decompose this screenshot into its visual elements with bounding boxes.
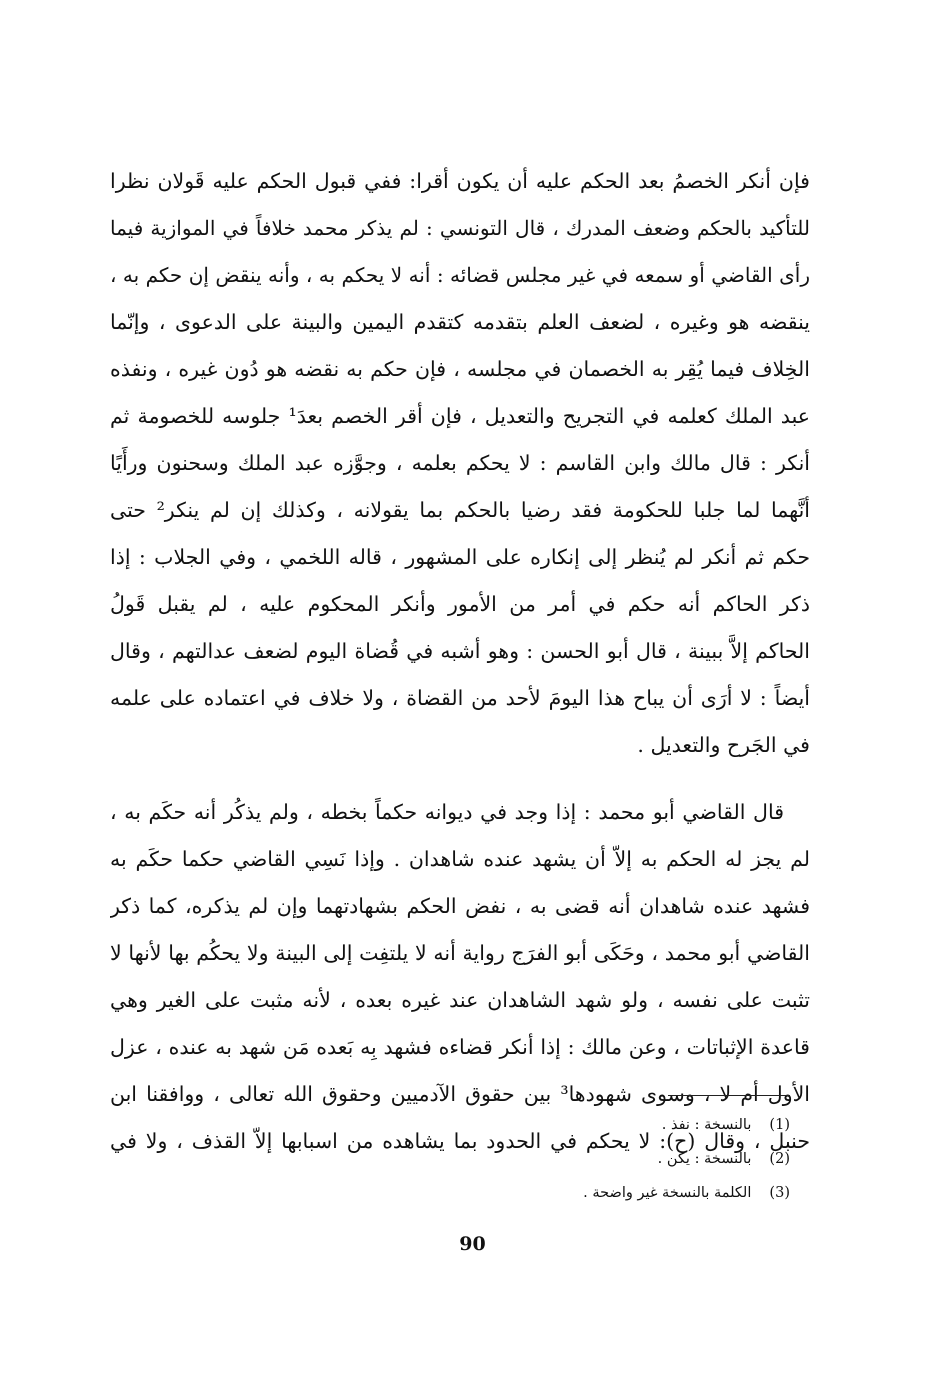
text-line: فإن أنكر الخصمُ بعد الحكم عليه أن يكون أقرا: ففي قبول الحكم عليه قَولان نظرا xyxy=(110,169,810,193)
footnote-separator xyxy=(668,1095,790,1096)
text-line: قاعدة الإثباتات ، وعن مالك : إذا أنكر قضاءه فشهد بِه بَعده مَن شهد به عنده ، عزل xyxy=(110,1035,810,1059)
text-line: القاضي أبو محمد ، وحَكَى أبو الفرَج رواية أنه لا يلتفِت إلى البينة ولا يحكُم بها لأنها لا xyxy=(110,941,810,965)
text-line: الأول أم لا ، وسوى شهودها³ بين حقوق الآدميين وحقوق الله تعالى ، ووافقنا ابن xyxy=(110,1082,810,1106)
footnote-item xyxy=(370,1142,790,1176)
footnote-item xyxy=(370,1176,790,1210)
paragraph-1 xyxy=(110,158,810,769)
text-line: ينقضه هو وغيره ، لضعف العلم بتقدمه كتقدم اليمين والبينة على الدعوى ، وإنّما xyxy=(110,310,810,334)
footnote-number: (1) xyxy=(769,1117,790,1133)
footnote-text: بالنسخة : يكن . xyxy=(657,1151,752,1167)
text-line: الخِلاف فيما يُقِر به الخصمان في مجلسه ، فإن حكم به نقضه هو دُون غيره ، ونفذه xyxy=(110,357,810,381)
text-line: تثبت على نفسه ، ولو شهد الشاهدان عند غيره بعده ، لأنه مثبت على الغير وهي xyxy=(110,988,810,1012)
text-line: للتأكيد بالحكم وضعف المدرك ، قال التونسي : لم يذكر محمد خلافاً في الموازية فيما xyxy=(110,216,810,240)
text-line: عبد الملك كعلمه في التجريح والتعديل ، فإن أقر الخصم بعدَ¹ جلوسه للخصومة ثم xyxy=(110,404,810,428)
text-line: قال القاضي أبو محمد : إذا وجد في ديوانه حكماً بخطه ، ولم يذكُر أنه حكَم به ، xyxy=(110,800,784,824)
text-line: أيضاً : لا أرَى أن يباح هذا اليومَ لأحد من القضاة ، ولا خلاف في اعتماده على علمه xyxy=(110,686,810,710)
page-number: 90 xyxy=(459,1233,486,1255)
footnotes xyxy=(370,1108,790,1210)
text-line: لم يجز له الحكم به إلاّ أن يشهد عنده شاهدان . وإذا نَسِي القاضي حكما حكَم به xyxy=(110,847,810,871)
footnote-text: بالنسخة : نفذ . xyxy=(661,1117,752,1133)
text-line: رأى القاضي أو سمعه في غير مجلس قضائه : أنه لا يحكم به ، وأنه ينقض إن حكم به ، xyxy=(110,263,810,287)
text-line: في الجَرح والتعديل . xyxy=(637,733,810,757)
main-text xyxy=(110,158,810,1165)
text-line: ذكر الحاكم أنه حكم في أمر من الأمور وأنكر المحكوم عليه ، لم يقبل قَولُ xyxy=(110,592,810,616)
footnote-number: (2) xyxy=(769,1151,790,1167)
text-line: أنَّهما لما جلبا للحكومة فقد رضيا بالحكم بما يقولانه ، وكذلك إن لم ينكر² حتى xyxy=(110,498,810,522)
text-line: حكم ثم أنكر لم يُنظر إلى إنكاره على المشهور ، قاله اللخمي ، وفي الجلاب : إذا xyxy=(110,545,810,569)
text-line: فشهد عنده شاهدان أنه قضى به ، نفض الحكم بشهادتهما وإن لم يذكره، كما ذكر xyxy=(110,894,810,918)
text-line: أنكر : قال مالك وابن القاسم : لا يحكم بعلمه ، وجوَّزه عبد الملك وسحنون ورأَيًا xyxy=(110,451,810,475)
footnote-number: (3) xyxy=(769,1185,790,1201)
text-line: حنبل ، وقال (ح): لا يحكم في الحدود بما يشاهده من اسبابها إلاّ القذف ، ولا في xyxy=(110,1129,810,1153)
footnote-item xyxy=(370,1108,790,1142)
text-line: الحاكم إلاَّ ببينة ، قال أبو الحسن : وهو أشبه في قُضاة اليوم لضعف عدالتهم ، وقال xyxy=(110,639,810,663)
footnote-text: الكلمة بالنسخة غير واضحة . xyxy=(583,1185,752,1201)
